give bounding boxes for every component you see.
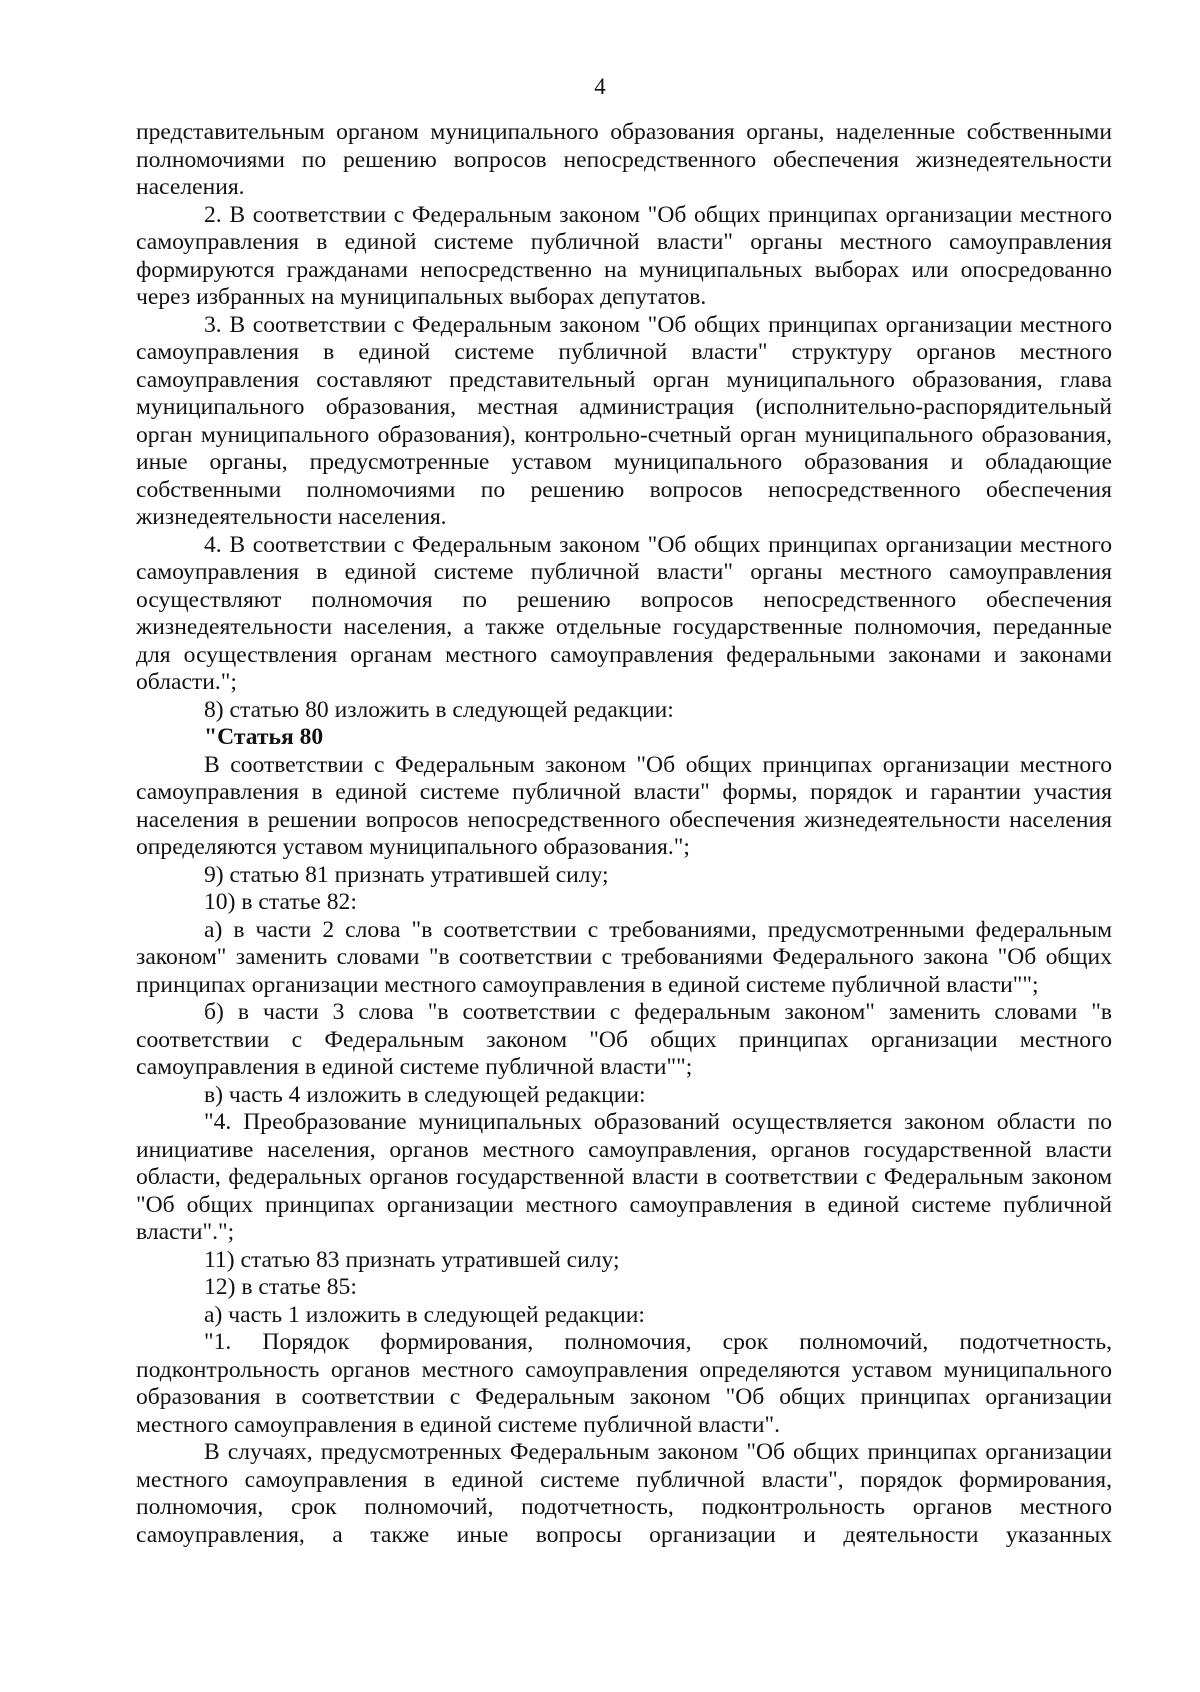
paragraph: В соответствии с Федеральным законом "Об общих принципах организации местного самоуправления в единой системе публичной власти" формы, порядок и гарантии участия населения в решении вопросов непосредственного обеспечения жизнедеятельности населения определяются уставом муниципального образования.";: [136, 751, 1112, 860]
amendment-subitem: а) в части 2 слова "в соответствии с требованиями, предусмотренными федеральным законом" заменить словами "в соответствии с требованиями Федерального закона "Об общих принципах организации местного самоуправления в единой системе публичной власти"";: [136, 916, 1112, 998]
amendment-item: 12) в статье 85:: [204, 1274, 357, 1300]
paragraph: 4. В соответствии с Федеральным законом "Об общих принципах организации местного самоуправления в единой системе публичной власти" органы местного самоуправления осуществляют полномочия по решению вопросов непосредственного обеспечения жизнедеятельности населения, а также отдельные государственные полномочия, переданные для осуществления органам местного самоуправления федеральными законами и законами области.";: [136, 531, 1112, 695]
paragraph: представительным органом муниципального образования органы, наделенные собственными полномочиями по решению вопросов непосредственного обеспечения жизнедеятельности населения.: [136, 119, 1112, 200]
amendment-item: 10) в статье 82:: [204, 889, 357, 915]
paragraph: "4. Преобразование муниципальных образований осуществляется законом области по инициативе населения, органов местного самоуправления, органов государственной власти области, федеральных органов государственной власти в соответствии с Федеральным законом "Об общих принципах организации местного самоуправления в единой системе публичной власти".";: [136, 1109, 1112, 1245]
amendment-subitem: в) часть 4 изложить в следующей редакции:: [204, 1081, 646, 1108]
paragraph: 2. В соответствии с Федеральным законом "Об общих принципах организации местного самоуправления в единой системе публичной власти" органы местного самоуправления формируются гражданами непосредственно на муниципальных выборах или опосредованно через избранных на муниципальных выборах депутатов.: [136, 201, 1112, 310]
page-number: 4: [594, 74, 606, 99]
amendment-subitem: а) часть 1 изложить в следующей редакции:: [204, 1301, 645, 1328]
amendment-item: 9) статью 81 признать утратившей силу;: [204, 861, 609, 888]
amendment-item: 11) статью 83 признать утратившей силу;: [204, 1246, 620, 1273]
document-body: [136, 119, 1112, 1549]
amendment-subitem: б) в части 3 слова "в соответствии с федеральным законом" заменить словами "в соответствии с Федеральным законом "Об общих принципах организации местного самоуправления в единой системе публичной власти"";: [136, 999, 1112, 1080]
paragraph: "1. Порядок формирования, полномочия, срок полномочий, подотчетность, подконтрольность органов местного самоуправления определяются уставом муниципального образования в соответствии с Федеральным законом "Об общих принципах организации местного самоуправления в единой системе публичной власти".: [136, 1329, 1112, 1438]
amendment-item: 8) статью 80 изложить в следующей редакции:: [204, 696, 674, 723]
paragraph: 3. В соответствии с Федеральным законом "Об общих принципах организации местного самоуправления в единой системе публичной власти" структуру органов местного самоуправления составляют представительный орган муниципального образования, глава муниципального образования, местная администрация (исполнительно-распорядительный орган муниципального образования), контрольно-счетный орган муниципального образования, иные органы, предусмотренные уставом муниципального образования и обладающие собственными полномочиями по решению вопросов непосредственного обеспечения жизнедеятельности населения.: [136, 311, 1112, 530]
article-heading: "Статья 80: [204, 724, 324, 750]
paragraph: В случаях, предусмотренных Федеральным законом "Об общих принципах организации местного самоуправления в единой системе публичной власти", порядок формирования, полномочия, срок полномочий, подотчетность, подконтрольность органов местного самоуправления, а также иные вопросы организации и деятельности указанных: [136, 1439, 1112, 1548]
